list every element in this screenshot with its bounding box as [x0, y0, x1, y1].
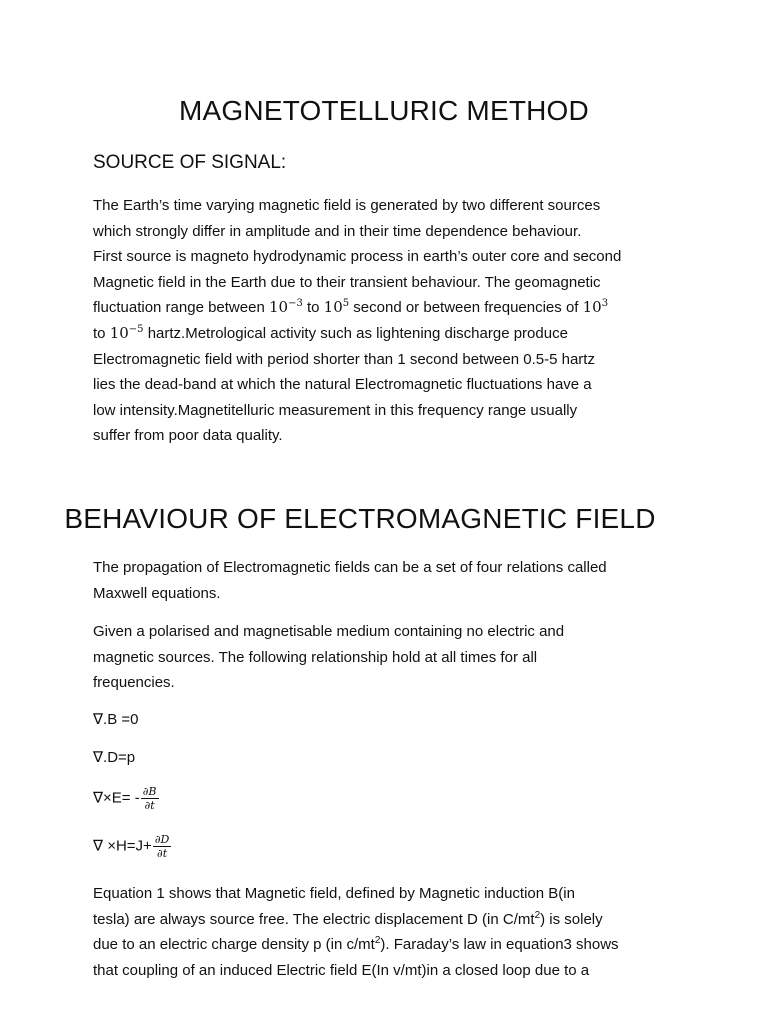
equation-lhs: ∇×E= -: [93, 789, 140, 807]
equation-4: [93, 833, 171, 860]
equation-1: ∇.B =0: [93, 711, 139, 728]
text-line: The Earth’s time varying magnetic field is generated by two different sources: [93, 197, 601, 214]
math-power: [269, 298, 303, 316]
math-base: 10: [109, 323, 129, 342]
text-segment: to: [93, 324, 110, 342]
math-power: [324, 298, 349, 316]
paragraph-equation-explanation: [93, 881, 693, 983]
text-segment: to: [302, 299, 324, 317]
text-line: that coupling of an induced Electric field E(In v/mt)in a closed loop due to a: [93, 961, 590, 979]
fraction-denominator: ∂t: [144, 799, 155, 812]
section-heading-source-of-signal: SOURCE OF SIGNAL:: [93, 152, 287, 173]
text-line: The propagation of Electromagnetic fields can be a set of four relations called: [93, 559, 607, 576]
text-segment: second or between frequencies of: [349, 299, 583, 317]
text-line: [93, 932, 693, 958]
text-line: Electromagnetic field with period shorter than 1 second between 0.5-5 hartz: [93, 350, 595, 368]
superscript: 2: [374, 935, 381, 947]
fraction: [141, 785, 159, 812]
superscript: 2: [534, 909, 541, 921]
text-line: Equation 1 shows that Magnetic field, defined by Magnetic induction B(in: [93, 885, 575, 902]
math-power: [110, 324, 144, 342]
math-base: 10: [323, 298, 343, 317]
text-segment: hartz.Metrological activity such as lightening discharge produce: [143, 324, 568, 342]
section-heading-behaviour: BEHAVIOUR OF ELECTROMAGNETIC FIELD: [64, 503, 656, 534]
document-title: MAGNETOTELLURIC METHOD: [179, 95, 589, 126]
text-line: [93, 321, 693, 347]
fraction-denominator: ∂t: [157, 847, 168, 860]
math-exponent: 5: [342, 298, 350, 310]
math-exponent: −5: [128, 323, 144, 335]
text-line: Magnetic field in the Earth due to their transient behaviour. The geomagnetic: [93, 273, 601, 291]
text-line: Given a polarised and magnetisable medium containing no electric and: [93, 623, 565, 640]
equation-2: ∇.D=p: [93, 749, 136, 766]
fraction-numerator: ∂B: [142, 785, 157, 798]
text-segment: fluctuation range between: [93, 299, 269, 317]
text-segment: ) is solely: [540, 910, 603, 928]
paragraph-source-of-signal: [93, 193, 693, 449]
text-line: suffer from poor data quality.: [93, 427, 283, 445]
math-power: [583, 298, 608, 316]
text-line: frequencies.: [93, 674, 175, 692]
fraction-numerator: ∂D: [154, 833, 170, 846]
equation-lhs: ∇ ×H=J+: [93, 837, 152, 855]
math-exponent: −3: [288, 298, 303, 310]
fraction: [153, 833, 172, 860]
math-base: 10: [582, 298, 602, 317]
text-segment: tesla) are always source free. The electric displacement D (in C/mt: [93, 910, 535, 928]
math-base: 10: [268, 298, 289, 317]
text-line: which strongly differ in amplitude and in their time dependence behaviour.: [93, 222, 582, 240]
math-exponent: 3: [601, 298, 609, 310]
text-line: [93, 295, 693, 321]
text-line: magnetic sources. The following relationship hold at all times for all: [93, 648, 538, 666]
paragraph-propagation: [93, 555, 693, 606]
text-segment: ). Faraday’s law in equation3 shows: [380, 936, 619, 954]
text-line: Maxwell equations.: [93, 584, 221, 602]
text-segment: due to an electric charge density p (in c/mt: [93, 936, 375, 954]
text-line: low intensity.Magnetitelluric measurement in this frequency range usually: [93, 401, 578, 419]
equation-3: [93, 785, 159, 812]
text-line: [93, 907, 693, 933]
text-line: lies the dead-band at which the natural Electromagnetic fluctuations have a: [93, 376, 592, 394]
text-line: First source is magneto hydrodynamic process in earth’s outer core and second: [93, 248, 622, 266]
paragraph-medium: [93, 619, 693, 696]
